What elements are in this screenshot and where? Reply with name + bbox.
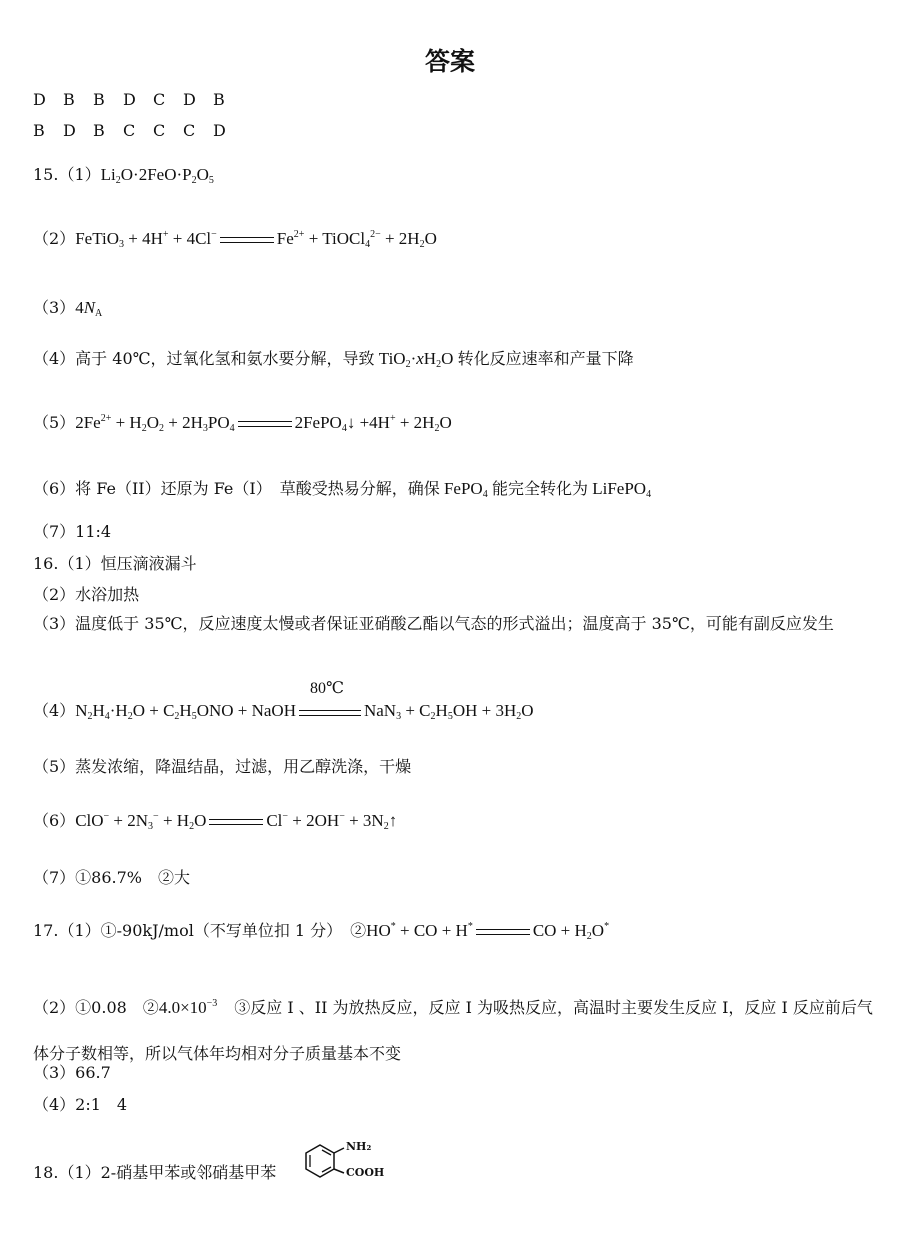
q15-part6: （6）将 Fe（II）还原为 Fe（I） 草酸受热易分解，确保 FePO$_4$ 能完全转化为 LiFePO$_4$ — [33, 479, 652, 500]
equation: $N_2H_4\cdot H_2O + C_2H_5ONO$ + NaOH 80℃ $NaN_3 + C_2H_5OH + 3H_2O$ — [75, 680, 534, 722]
mc-answers-row-2 — [33, 121, 243, 140]
q15-part5: $(5)2Fe^{2+} + H_2O_2 + 2H_3PO_4$ 2FePO$_4$↓ $+4H^+ + 2H_2O$ — [33, 413, 452, 434]
q17-part4: （4）2:1 4 — [33, 1095, 128, 1114]
q15-part3: $(3)4N_A$ — [33, 298, 103, 319]
mc-answer: C — [153, 121, 166, 140]
mc-answer: D — [63, 121, 76, 140]
mc-answer: B — [93, 121, 105, 140]
mc-answer: D — [123, 90, 136, 109]
formula: LiFePO$_4$ — [587, 479, 652, 500]
mc-answer: B — [93, 90, 105, 109]
q15-part1: $15.(1)Li_2O\cdot 2FeO\cdot P_2O_5$ — [33, 165, 214, 186]
mc-answer: B — [213, 90, 225, 109]
mc-answers-row-1 — [33, 90, 243, 109]
q15-part2: （2）FeTiO$_3$ + 4H+ + 4Cl− $Fe^{2+}$ + TiOCl$_4^{2-}$ + $2H_2O$ — [33, 229, 437, 250]
q16-part4: $(4)N_2H_4\cdot H_2O + C_2H_5ONO$ + NaOH 80℃ $NaN_3 + C_2H_5OH + 3H_2O$ — [33, 680, 534, 722]
page-title: 答案 — [424, 47, 475, 76]
q17-part3: （3）66.7 — [33, 1063, 111, 1082]
mc-answer: B — [33, 121, 45, 140]
mc-answer: C — [123, 121, 136, 140]
anthranilic-acid-structure — [300, 1140, 400, 1189]
nh2-label: NH₂ — [346, 1140, 372, 1153]
q16-part7: （7）①86.7% ②大 — [33, 868, 191, 887]
reaction-condition: 80℃ — [310, 680, 344, 698]
q16-part2: （2）水浴加热 — [33, 585, 140, 604]
mc-answer: D — [183, 90, 196, 109]
q17-part1: 17.（1）①-90kJ/mol（不写单位扣 1 分） ②HO* + CO + H* CO + $H_2O^*$ — [33, 921, 610, 942]
formula: FePO$_4$ — [439, 479, 488, 500]
equation: HO* + CO + H* CO + $H_2O^*$ — [366, 921, 610, 942]
mc-answer: C — [153, 90, 166, 109]
mc-answer: C — [183, 121, 196, 140]
formula: $Li_2O\cdot 2FeO\cdot P_2O_5$ — [100, 165, 214, 186]
q16-part1: 16.（1）恒压滴液漏斗 — [33, 554, 197, 573]
q15-part4: （4）高于 40℃，过氧化氢和氨水要分解，导致 $TiO_2\cdot xH_2O$ 转化反应速率和产量下降 — [33, 349, 634, 370]
equation: FeTiO$_3$ + 4H+ + 4Cl− $Fe^{2+}$ + TiOCl$_4^{2-}$ + $2H_2O$ — [75, 229, 437, 250]
q16-part6: $(6)ClO^- + 2N_3^- + H_2O$ $Cl^- + 2OH^- + 3N_2↑$ — [33, 811, 398, 832]
q16-part5: （5）蒸发浓缩，降温结晶，过滤，用乙醇洗涤，干燥 — [33, 757, 412, 776]
q18-part1: 18.（1）2-硝基甲苯或邻硝基甲苯 — [33, 1163, 277, 1182]
mc-answer: D — [213, 121, 226, 140]
equation: $2Fe^{2+} + H_2O_2 + 2H_3PO_4$ 2FePO$_4$↓ $+4H^+ + 2H_2O$ — [75, 413, 452, 434]
equation: $ClO^- + 2N_3^- + H_2O$ $Cl^- + 2OH^- + 3N_2↑$ — [75, 811, 398, 832]
formula: $4.0\times 10^{-3}$ — [158, 998, 218, 1017]
mc-answer: B — [63, 90, 75, 109]
q15-part7: （7）11:4 — [33, 522, 112, 541]
formula: $TiO_2\cdot xH_2O$ — [374, 349, 458, 370]
q16-part3: （3）温度低于 35℃，反应速度太慢或者保证亚硝酸乙酯以气态的形式溢出；温度高于 35℃，可能有副反应发生 — [33, 614, 834, 633]
q17-part2: （2）①0.08 $②4.0\times 10^{-3}$ ③反应 I 、II 为放热反应，反应 I 为吸热反应，高温时主要发生反应 I，反应 I 反应前后气体分子数相等，所以气体年均相对分子质量基本不变 — [33, 998, 873, 1063]
formula: $4N_A$ — [75, 298, 103, 319]
cooh-label: COOH — [346, 1166, 385, 1179]
mc-answer: D — [33, 90, 46, 109]
